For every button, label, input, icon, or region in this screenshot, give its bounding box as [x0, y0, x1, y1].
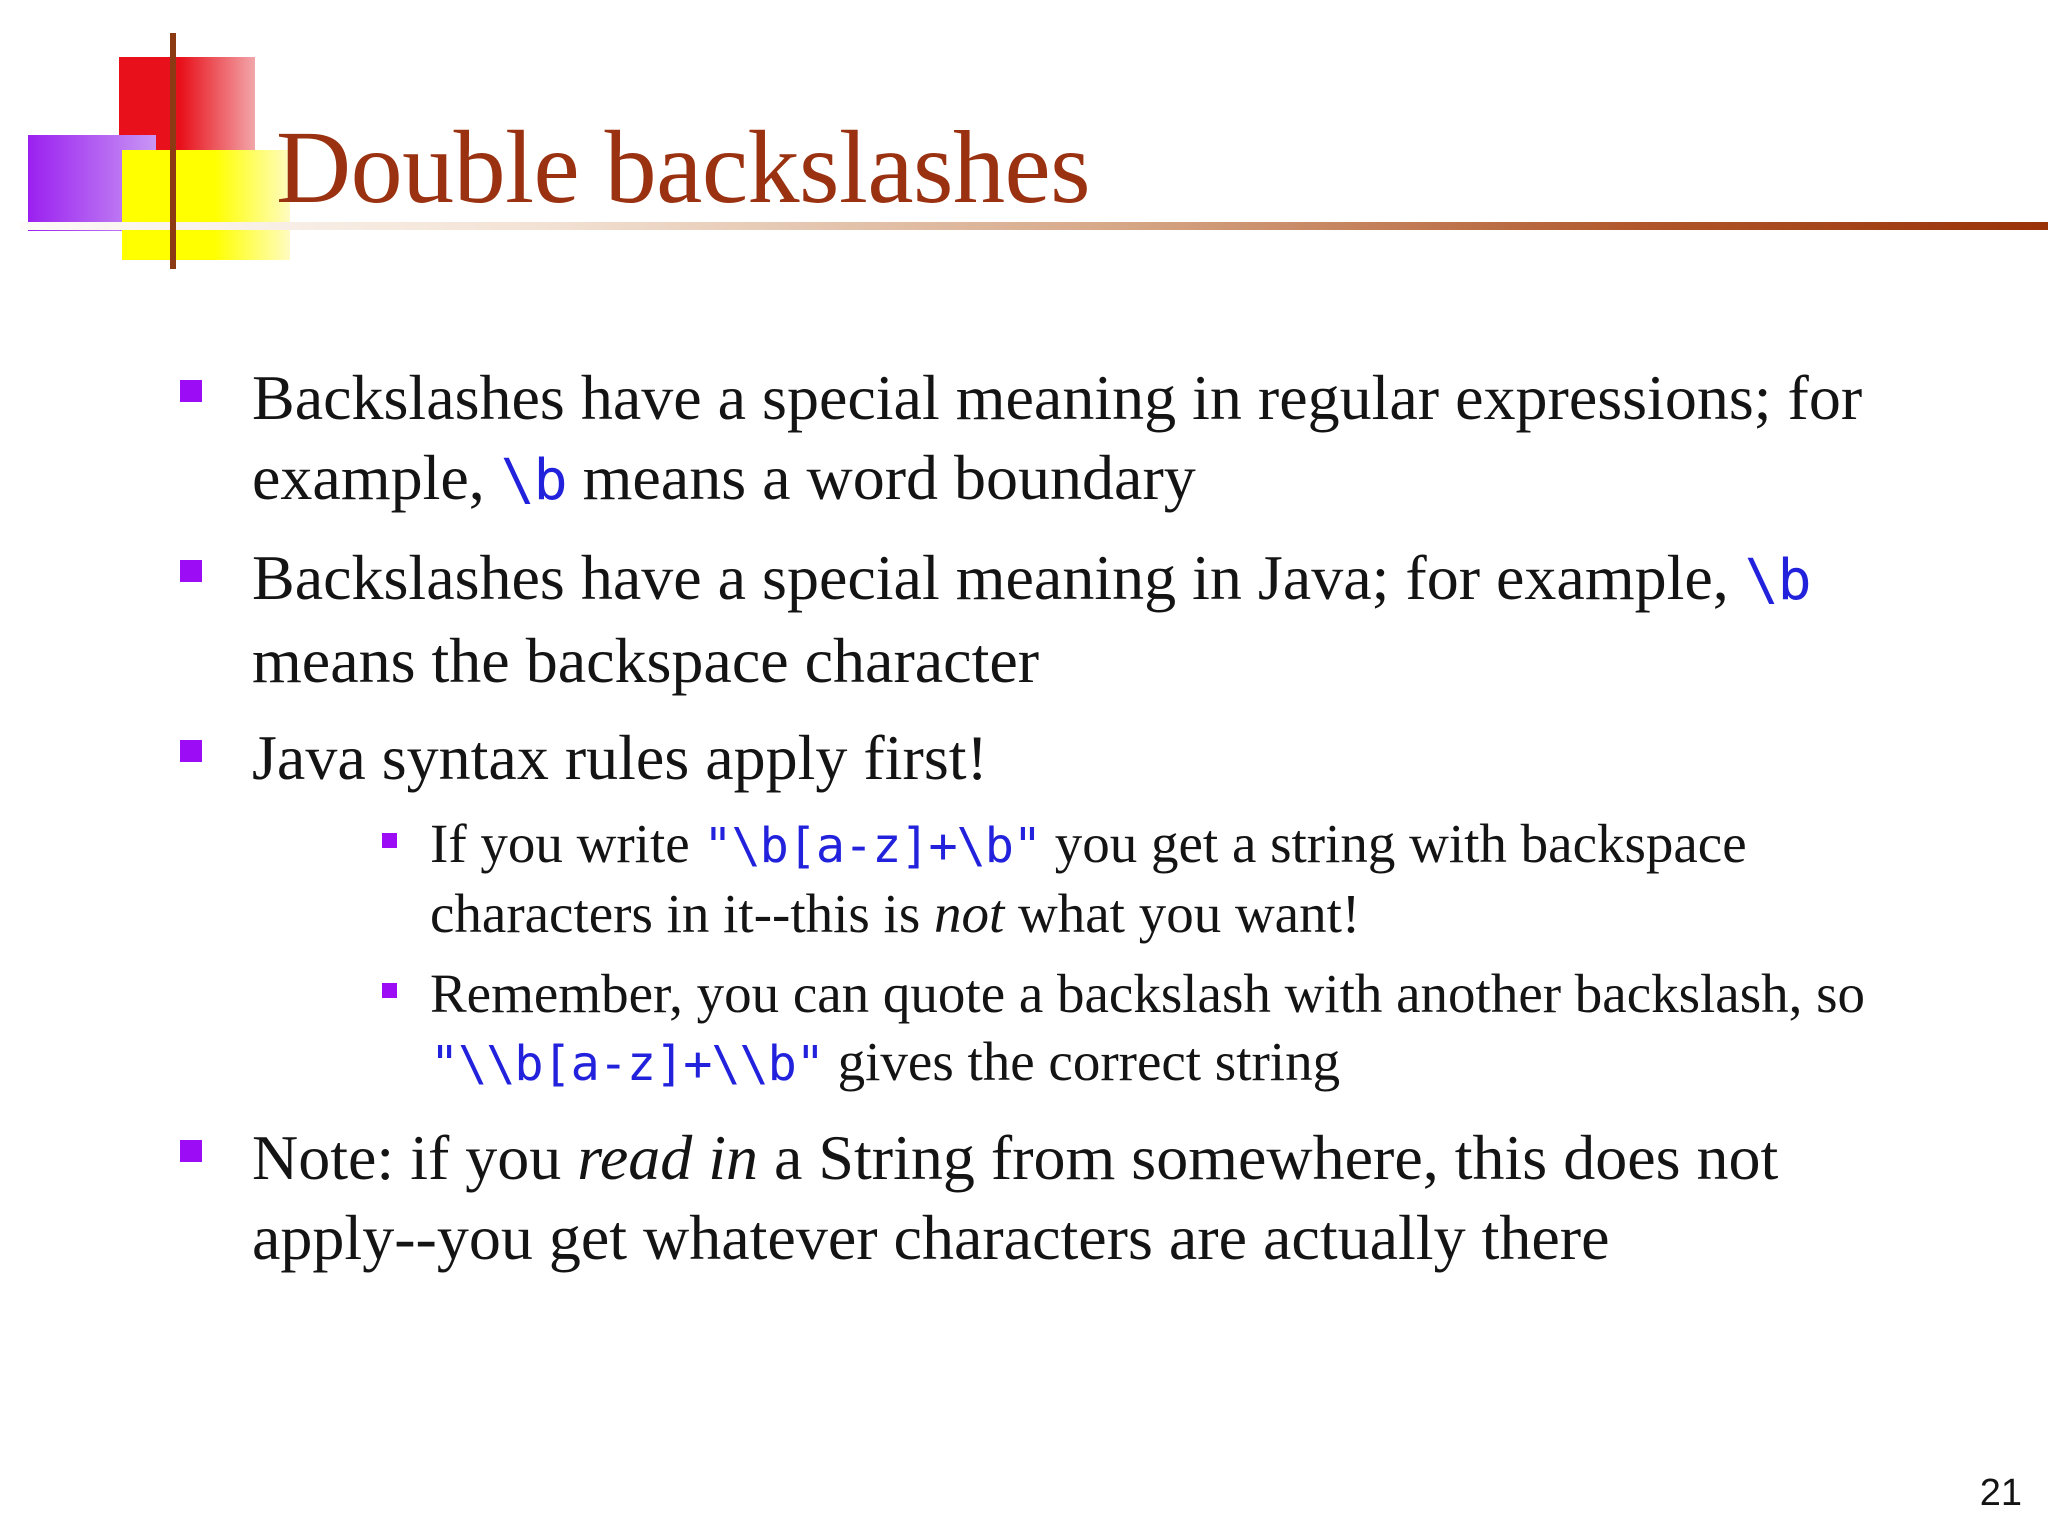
sub-bullet-1-text-end: what you want! [1004, 883, 1361, 944]
bullet-marker-icon [180, 380, 202, 402]
bullet-4 [252, 1118, 1892, 1278]
bullet-1-text: Backslashes have a special meaning in regular expressions; for example, [252, 362, 1863, 513]
bullet-4-text: Note: if you [252, 1122, 578, 1193]
bullet-4-emphasis: read in [577, 1122, 758, 1193]
bullet-1-code: \b [500, 448, 567, 513]
bullet-1-text-end: means a word boundary [566, 442, 1196, 513]
bullet-2-code: \b [1744, 548, 1811, 613]
sub-bullet-1-text: If you write [430, 813, 704, 874]
bullet-4-text-end: a String from somewhere, this does not apply--you get whatever characters are actually there [252, 1122, 1779, 1273]
sub-bullet-2 [430, 960, 1900, 1098]
bullet-1 [252, 358, 1892, 521]
bullet-3-text: Java syntax rules apply first! [252, 722, 988, 793]
sub-bullet-1 [430, 810, 1900, 948]
logo-vertical-line [170, 33, 176, 269]
bullet-3 [252, 718, 1892, 798]
bullet-marker-icon [180, 740, 202, 762]
sub-bullet-1-emphasis: not [934, 883, 1005, 944]
sub-bullet-marker-icon [382, 983, 397, 998]
bullet-2-text: Backslashes have a special meaning in Java; for example, [252, 542, 1745, 613]
sub-bullet-2-text: Remember, you can quote a backslash with another backslash, so [430, 963, 1866, 1024]
sub-bullet-1-code: "\b[a-z]+\b" [703, 818, 1041, 874]
logo-yellow-block [122, 150, 290, 260]
sub-bullet-marker-icon [382, 833, 397, 848]
page-number: 21 [1979, 1472, 2022, 1514]
bullet-marker-icon [180, 1140, 202, 1162]
sub-bullet-2-text-end: gives the correct string [823, 1031, 1341, 1092]
bullet-2 [252, 538, 1892, 701]
sub-bullet-1-text-mid: you get a string with backspace characters in it--this is [430, 813, 1747, 944]
sub-bullet-2-code: "\\b[a-z]+\\b" [430, 1036, 824, 1092]
bullet-2-text-end: means the backspace character [252, 625, 1040, 696]
slide-title: Double backslashes [276, 110, 1091, 225]
bullet-marker-icon [180, 560, 202, 582]
